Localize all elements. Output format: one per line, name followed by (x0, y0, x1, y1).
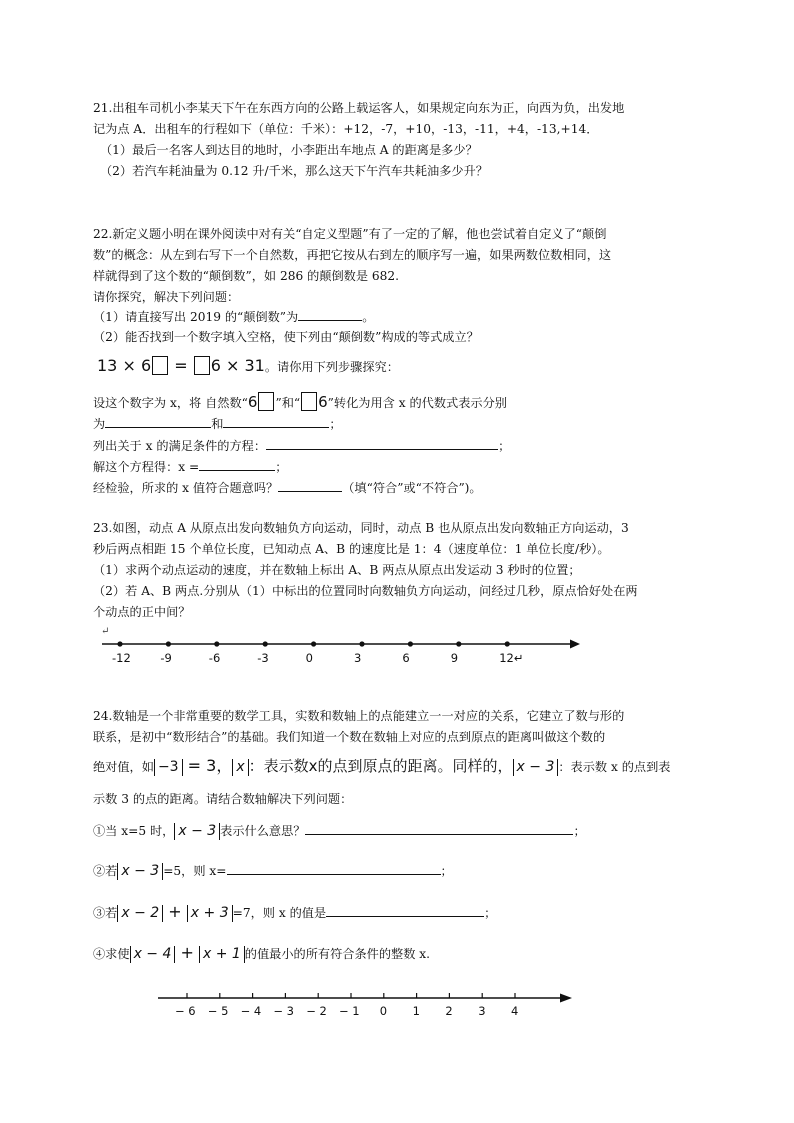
l3-text-c: ：表示数x的点到原点的距离。同样的， (248, 757, 513, 775)
l9-text-b: 和 (211, 417, 224, 431)
l11-end: ； (275, 460, 288, 474)
tick-label: 9 (450, 651, 459, 665)
s1-question: 表示什么意思？ (220, 824, 306, 838)
tick-label: 1 (412, 1004, 420, 1018)
q23-line5: 个动点的正中间？ (93, 605, 191, 619)
q24-sub3 (93, 904, 496, 922)
q24-line3 (93, 758, 670, 776)
tick-label: − 5 (207, 1004, 229, 1018)
tick-label: 0 (379, 1004, 388, 1018)
q22-line5-text: （1）请直接写出 2019 的“颠倒数”为 (93, 310, 299, 324)
s3-eq: =7，则 x 的值是 (232, 906, 327, 920)
answer-blank[interactable] (223, 415, 329, 428)
answer-blank[interactable] (227, 862, 441, 875)
q24-line1: 24.数轴是一个非常重要的数学工具，实数和数轴上的点能建立一一对应的关系，它建立了数与形的 (93, 709, 625, 723)
q22-line1: 22.新定义题小明在课外阅读中对有关“自定义型题”有了一定的了解，他也尝试着自定义了“颠倒 (93, 227, 607, 241)
l3-text-b: = 3， (182, 756, 233, 775)
tick-label: 6 (402, 651, 410, 665)
tick-dot (456, 641, 461, 646)
answer-blank[interactable] (298, 308, 362, 321)
tick-label: -9 (160, 651, 172, 665)
abs-expr: x − 3 (117, 863, 163, 880)
tick-dot (117, 641, 122, 646)
tick-label: − 3 (273, 1004, 294, 1018)
q22-line8 (93, 392, 507, 411)
q22-line10 (93, 437, 510, 454)
answer-blank[interactable] (305, 822, 573, 835)
q24-sub1 (93, 822, 586, 840)
abs-expr: x + 3 (187, 905, 233, 922)
s2-end: ； (440, 864, 453, 878)
l9-text-c: ； (329, 417, 342, 431)
answer-blank[interactable] (326, 904, 484, 917)
tick-dot (166, 641, 171, 646)
tick-label: -12 (112, 651, 131, 665)
s2-eq: =5，则 x= (163, 864, 227, 878)
tick-label: 0 (305, 651, 313, 665)
abs-x-minus-3: x − 3 (513, 759, 559, 776)
q22-line2: 数”的概念：从左到右写下一个自然数，再把它按从右到左的顺序写一遍，如果两数位数相同，这 (93, 248, 612, 262)
q23-line4: （2）若 A、B 两点.分别从（1）中标出的位置同时向数轴负方向运动，问经过几秒，原点恰好处在两 (93, 584, 638, 598)
l3-text-a: 绝对值，如 (93, 760, 154, 774)
tick-dot (311, 641, 316, 646)
q24-line4: 示数 3 的点的距离。请结合数轴解决下列问题： (93, 792, 353, 806)
q22-line6: （2）能否找到一个数字填入空格，使下列由“颠倒数”构成的等式成立？ (93, 330, 479, 344)
eq-right: 6 × 31 (210, 356, 265, 375)
tick-dot (214, 641, 219, 646)
l8-six2: 6 (318, 393, 328, 411)
q22-line5-end: 。 (362, 310, 375, 324)
s4-text: ④求使 (93, 947, 130, 961)
q21-line1: 21.出租车司机小李某天下午在东西方向的公路上载运客人，如果规定向东为正，向西为负，出发地 (93, 101, 625, 115)
l10-end: ； (498, 439, 511, 453)
abs-neg3: −3 (154, 759, 183, 776)
tick-label: 3 (478, 1004, 486, 1018)
eq-left: 13 × 6 (97, 356, 152, 375)
q22-line3: 样就得到了这个数的“颠倒数”，如 286 的颠倒数是 682. (93, 269, 400, 283)
tick-label: 3 (354, 651, 362, 665)
tick-dot (505, 641, 510, 646)
l8-six: 6 (247, 393, 258, 411)
plus-sign: + (175, 943, 199, 962)
l3-text-d: ：表示数 x 的点到表 (558, 760, 671, 774)
plus-sign: + (163, 902, 187, 921)
answer-blank[interactable] (105, 415, 211, 428)
q24-sub4 (93, 945, 430, 963)
return-mark: ↵ (101, 626, 110, 637)
l12-end: （填“符合”或“不符合”)。 (342, 481, 482, 495)
s2-text: ②若 (93, 864, 118, 878)
axis-arrow (570, 640, 580, 649)
l11-text: 解这个方程得：x = (93, 460, 200, 474)
q22-line11 (93, 458, 287, 475)
tick-dot (263, 641, 268, 646)
abs-expr: x + 1 (199, 946, 245, 963)
q23-line2: 秒后两点相距 15 个单位长度，已知动点 A、B 的速度比是 1：4（速度单位：1 单位长度/秒）。 (93, 542, 610, 556)
tick-label: 2 (445, 1004, 453, 1018)
axis-arrow (560, 994, 572, 1003)
l9-text-a: 为 (93, 417, 106, 431)
q24-line2: 联系，是初中“数形结合”的基础。我们知道一个数在数轴上对应的点到原点的距离叫做这个数的 (93, 730, 606, 744)
q21-line3: （1）最后一名客人到达目的地时，小李距出车地点 A 的距离是多少？ (100, 143, 478, 157)
q21-line2: 记为点 A．出租车的行程如下（单位：千米）：+12，-7，+10，-13，-11，+4，-13,+14． (93, 122, 599, 136)
digit-box[interactable] (194, 356, 210, 375)
q22-line9 (93, 415, 342, 432)
q22-line5 (93, 308, 374, 325)
answer-blank[interactable] (278, 479, 342, 492)
digit-box[interactable] (258, 392, 274, 411)
tick-label: − 1 (339, 1004, 360, 1018)
s1-text: ①当 x=5 时， (93, 824, 175, 838)
abs-expr: x − 4 (130, 946, 176, 963)
tick-label: 4 (511, 1004, 519, 1018)
l10-text: 列出关于 x 的满足条件的方程： (93, 439, 267, 453)
s4-rest: 的值最小的所有符合条件的整数 x. (244, 947, 431, 961)
q24-sub2 (93, 862, 453, 880)
s3-end: ； (484, 906, 497, 920)
s3-text: ③若 (93, 906, 118, 920)
l8-text-a: 设这个数字为 x，将 自然数“ (93, 396, 248, 410)
l12-text: 经检验，所求的 x 值符合题意吗？ (93, 481, 279, 495)
answer-blank[interactable] (266, 437, 498, 450)
abs-expr: x − 2 (117, 905, 163, 922)
tick-dot (408, 641, 413, 646)
q23-line3: （1）求两个动点运动的速度，并在数轴上标出 A、B 两点从原点出发运动 3 秒时的位置； (93, 563, 581, 577)
tick-label: − 6 (175, 1004, 196, 1018)
s1-end: ； (573, 824, 586, 838)
tick-label: − 2 (306, 1004, 327, 1018)
q23-line1: 23.如图，动点 A 从原点出发向数轴负方向运动，同时，动点 B 也从原点出发向数轴正方向运动，3 (93, 521, 629, 535)
q22-line12 (93, 479, 482, 496)
answer-blank[interactable] (199, 458, 275, 471)
l8-text-b: ”和“ (275, 396, 301, 410)
l8-text-c: ”转化为用含 x 的代数式表示分别 (327, 396, 507, 410)
abs-x: x (232, 759, 248, 776)
digit-box[interactable] (301, 392, 317, 411)
tick-dot (359, 641, 364, 646)
q22-equation (97, 356, 399, 375)
tick-label: 12↵ (499, 651, 524, 665)
q21-line4: （2）若汽车耗油量为 0.12 升/千米，那么这天下午汽车共耗油多少升？ (100, 164, 488, 178)
tick-label: -3 (257, 651, 269, 665)
tick-label: − 4 (240, 1004, 262, 1018)
abs-expr: x − 3 (174, 823, 220, 840)
q22-line4: 请你探究，解决下列问题： (93, 290, 240, 304)
eq-instruction: 。请你用下列步骤探究： (264, 360, 399, 374)
eq-equals: = (169, 356, 193, 375)
tick-label: -6 (208, 651, 221, 665)
digit-box[interactable] (152, 356, 168, 375)
